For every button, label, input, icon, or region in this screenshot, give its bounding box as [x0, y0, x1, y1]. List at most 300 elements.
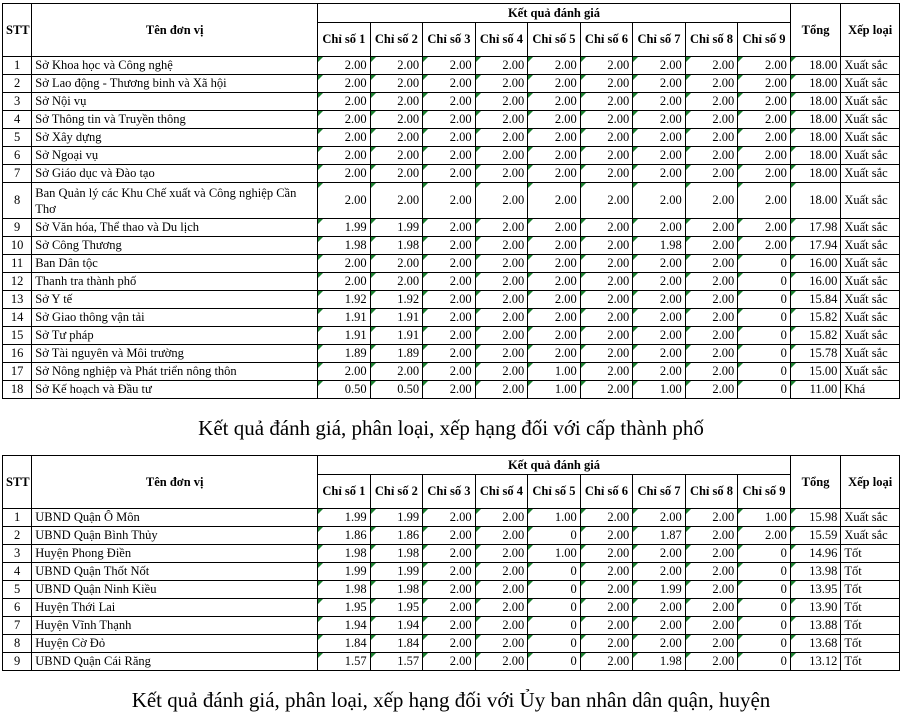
cell-index-3: 2.00 — [423, 57, 476, 75]
cell-index-4: 2.00 — [475, 563, 528, 581]
cell-index-1: 1.98 — [318, 237, 371, 255]
cell-rank: Xuất sắc — [841, 147, 900, 165]
cell-name: Sở Nông nghiệp và Phát triển nông thôn — [32, 363, 318, 381]
header-rank: Xếp loại — [841, 4, 900, 57]
cell-index-9: 0 — [738, 653, 791, 671]
cell-stt: 7 — [3, 617, 32, 635]
cell-index-7: 2.00 — [633, 147, 686, 165]
cell-name: Ban Dân tộc — [32, 255, 318, 273]
cell-name: Sở Tài nguyên và Môi trường — [32, 345, 318, 363]
header-index-9: Chỉ số 9 — [738, 475, 791, 509]
cell-index-7: 1.99 — [633, 581, 686, 599]
table-district — [2, 455, 900, 671]
cell-index-7: 2.00 — [633, 219, 686, 237]
table-row — [3, 309, 900, 327]
cell-total: 13.90 — [790, 599, 841, 617]
cell-index-6: 2.00 — [580, 563, 633, 581]
table-row — [3, 129, 900, 147]
cell-index-1: 1.98 — [318, 545, 371, 563]
cell-rank: Xuất sắc — [841, 527, 900, 545]
cell-index-5: 2.00 — [528, 291, 581, 309]
cell-index-1: 2.00 — [318, 165, 371, 183]
cell-index-5: 2.00 — [528, 147, 581, 165]
cell-index-1: 1.89 — [318, 345, 371, 363]
cell-index-4: 2.00 — [475, 545, 528, 563]
cell-index-9: 0 — [738, 345, 791, 363]
cell-rank: Xuất sắc — [841, 183, 900, 219]
cell-index-6: 2.00 — [580, 509, 633, 527]
cell-rank: Xuất sắc — [841, 93, 900, 111]
table-row — [3, 165, 900, 183]
cell-name: Sở Giao thông vận tải — [32, 309, 318, 327]
cell-index-8: 2.00 — [685, 183, 738, 219]
cell-index-9: 2.00 — [738, 111, 791, 129]
cell-index-1: 2.00 — [318, 183, 371, 219]
header-index-3: Chỉ số 3 — [423, 23, 476, 57]
cell-index-2: 1.98 — [370, 545, 423, 563]
cell-index-9: 0 — [738, 545, 791, 563]
cell-total: 15.82 — [790, 327, 841, 345]
header-index-7: Chỉ số 7 — [633, 475, 686, 509]
cell-index-2: 1.89 — [370, 345, 423, 363]
table-row — [3, 345, 900, 363]
cell-index-8: 2.00 — [685, 545, 738, 563]
cell-stt: 15 — [3, 327, 32, 345]
cell-index-3: 2.00 — [423, 363, 476, 381]
cell-index-6: 2.00 — [580, 237, 633, 255]
cell-index-8: 2.00 — [685, 165, 738, 183]
cell-index-9: 0 — [738, 599, 791, 617]
cell-stt: 17 — [3, 363, 32, 381]
cell-stt: 9 — [3, 653, 32, 671]
cell-index-5: 2.00 — [528, 309, 581, 327]
table-row — [3, 563, 900, 581]
cell-index-3: 2.00 — [423, 599, 476, 617]
cell-index-7: 2.00 — [633, 635, 686, 653]
header-index-2: Chỉ số 2 — [370, 475, 423, 509]
cell-stt: 5 — [3, 129, 32, 147]
cell-index-9: 0 — [738, 563, 791, 581]
cell-index-5: 1.00 — [528, 381, 581, 399]
header-index-5: Chỉ số 5 — [528, 475, 581, 509]
cell-index-2: 2.00 — [370, 183, 423, 219]
cell-index-7: 2.00 — [633, 165, 686, 183]
cell-stt: 6 — [3, 599, 32, 617]
cell-name: Sở Công Thương — [32, 237, 318, 255]
table-row — [3, 381, 900, 399]
cell-index-3: 2.00 — [423, 237, 476, 255]
cell-name: UBND Quận Ninh Kiều — [32, 581, 318, 599]
cell-name: Sở Nội vụ — [32, 93, 318, 111]
cell-name: Huyện Phong Điền — [32, 545, 318, 563]
cell-index-1: 0.50 — [318, 381, 371, 399]
cell-index-7: 2.00 — [633, 309, 686, 327]
cell-index-6: 2.00 — [580, 291, 633, 309]
cell-index-6: 2.00 — [580, 527, 633, 545]
cell-index-7: 2.00 — [633, 563, 686, 581]
cell-name: Sở Ngoại vụ — [32, 147, 318, 165]
cell-index-1: 1.95 — [318, 599, 371, 617]
cell-index-9: 0 — [738, 581, 791, 599]
cell-name: Ban Quản lý các Khu Chế xuất và Công nghiệp Cần Thơ — [32, 183, 318, 219]
cell-index-4: 2.00 — [475, 255, 528, 273]
cell-total: 15.98 — [790, 509, 841, 527]
cell-index-5: 2.00 — [528, 57, 581, 75]
cell-index-4: 2.00 — [475, 57, 528, 75]
cell-index-1: 2.00 — [318, 111, 371, 129]
header-group: Kết quả đánh giá — [318, 4, 791, 23]
header-stt: STT — [3, 456, 32, 509]
cell-index-2: 2.00 — [370, 93, 423, 111]
cell-rank: Tốt — [841, 599, 900, 617]
cell-total: 15.78 — [790, 345, 841, 363]
table-row — [3, 147, 900, 165]
cell-index-4: 2.00 — [475, 237, 528, 255]
cell-index-5: 2.00 — [528, 327, 581, 345]
cell-index-9: 0 — [738, 255, 791, 273]
cell-index-7: 2.00 — [633, 93, 686, 111]
cell-stt: 10 — [3, 237, 32, 255]
cell-index-5: 0 — [528, 635, 581, 653]
cell-rank: Xuất sắc — [841, 327, 900, 345]
cell-index-4: 2.00 — [475, 129, 528, 147]
cell-index-2: 2.00 — [370, 273, 423, 291]
cell-index-6: 2.00 — [580, 219, 633, 237]
cell-index-1: 2.00 — [318, 93, 371, 111]
cell-total: 18.00 — [790, 57, 841, 75]
cell-index-2: 2.00 — [370, 147, 423, 165]
cell-index-8: 2.00 — [685, 147, 738, 165]
cell-index-9: 2.00 — [738, 57, 791, 75]
cell-index-7: 2.00 — [633, 599, 686, 617]
cell-index-7: 2.00 — [633, 291, 686, 309]
cell-index-9: 0 — [738, 363, 791, 381]
cell-total: 15.00 — [790, 363, 841, 381]
cell-index-2: 2.00 — [370, 363, 423, 381]
table-row — [3, 327, 900, 345]
cell-rank: Xuất sắc — [841, 237, 900, 255]
cell-index-1: 1.91 — [318, 309, 371, 327]
cell-name: Sở Khoa học và Công nghệ — [32, 57, 318, 75]
cell-index-3: 2.00 — [423, 509, 476, 527]
cell-index-7: 2.00 — [633, 617, 686, 635]
cell-index-9: 0 — [738, 327, 791, 345]
header-index-4: Chỉ số 4 — [475, 23, 528, 57]
cell-stt: 2 — [3, 75, 32, 93]
cell-index-5: 2.00 — [528, 255, 581, 273]
cell-total: 11.00 — [790, 381, 841, 399]
cell-index-7: 1.00 — [633, 381, 686, 399]
cell-index-2: 2.00 — [370, 129, 423, 147]
cell-index-6: 2.00 — [580, 345, 633, 363]
cell-total: 14.96 — [790, 545, 841, 563]
header-index-3: Chỉ số 3 — [423, 475, 476, 509]
cell-index-1: 2.00 — [318, 75, 371, 93]
table-row — [3, 653, 900, 671]
cell-index-2: 1.98 — [370, 237, 423, 255]
cell-rank: Tốt — [841, 545, 900, 563]
cell-index-8: 2.00 — [685, 345, 738, 363]
cell-index-3: 2.00 — [423, 527, 476, 545]
cell-index-5: 2.00 — [528, 345, 581, 363]
cell-index-7: 1.98 — [633, 237, 686, 255]
table-row — [3, 599, 900, 617]
cell-index-1: 1.99 — [318, 219, 371, 237]
cell-total: 15.59 — [790, 527, 841, 545]
cell-rank: Tốt — [841, 635, 900, 653]
caption-district: Kết quả đánh giá, phân loại, xếp hạng đối với Ủy ban nhân dân quận, huyện — [131, 688, 771, 712]
cell-stt: 3 — [3, 545, 32, 563]
table-row — [3, 273, 900, 291]
cell-rank: Xuất sắc — [841, 165, 900, 183]
cell-index-6: 2.00 — [580, 93, 633, 111]
cell-index-9: 2.00 — [738, 129, 791, 147]
cell-index-2: 1.95 — [370, 599, 423, 617]
cell-index-5: 2.00 — [528, 75, 581, 93]
cell-index-8: 2.00 — [685, 237, 738, 255]
cell-stt: 12 — [3, 273, 32, 291]
cell-index-2: 1.94 — [370, 617, 423, 635]
cell-index-3: 2.00 — [423, 309, 476, 327]
caption-city: Kết quả đánh giá, phân loại, xếp hạng đối với cấp thành phố — [198, 416, 704, 440]
cell-name: Sở Giáo dục và Đào tạo — [32, 165, 318, 183]
cell-index-1: 1.86 — [318, 527, 371, 545]
cell-index-1: 2.00 — [318, 363, 371, 381]
header-index-1: Chỉ số 1 — [318, 475, 371, 509]
cell-index-5: 2.00 — [528, 93, 581, 111]
cell-index-2: 1.91 — [370, 327, 423, 345]
cell-index-2: 2.00 — [370, 57, 423, 75]
table-row — [3, 363, 900, 381]
cell-total: 17.98 — [790, 219, 841, 237]
table-city — [2, 3, 900, 399]
cell-index-9: 0 — [738, 381, 791, 399]
cell-index-4: 2.00 — [475, 111, 528, 129]
cell-index-4: 2.00 — [475, 599, 528, 617]
cell-index-7: 2.00 — [633, 363, 686, 381]
table-row — [3, 291, 900, 309]
cell-index-6: 2.00 — [580, 653, 633, 671]
cell-index-2: 2.00 — [370, 165, 423, 183]
cell-total: 16.00 — [790, 273, 841, 291]
cell-index-4: 2.00 — [475, 617, 528, 635]
header-rank: Xếp loại — [841, 456, 900, 509]
cell-index-3: 2.00 — [423, 273, 476, 291]
cell-total: 18.00 — [790, 183, 841, 219]
cell-index-6: 2.00 — [580, 111, 633, 129]
cell-index-6: 2.00 — [580, 165, 633, 183]
cell-index-7: 2.00 — [633, 75, 686, 93]
cell-index-9: 2.00 — [738, 237, 791, 255]
cell-index-9: 0 — [738, 291, 791, 309]
cell-index-3: 2.00 — [423, 345, 476, 363]
cell-index-4: 2.00 — [475, 165, 528, 183]
cell-index-3: 2.00 — [423, 111, 476, 129]
cell-index-1: 2.00 — [318, 147, 371, 165]
cell-rank: Xuất sắc — [841, 57, 900, 75]
cell-stt: 5 — [3, 581, 32, 599]
cell-stt: 16 — [3, 345, 32, 363]
cell-stt: 3 — [3, 93, 32, 111]
cell-rank: Khá — [841, 381, 900, 399]
cell-index-6: 2.00 — [580, 309, 633, 327]
cell-index-8: 2.00 — [685, 617, 738, 635]
cell-index-9: 1.00 — [738, 509, 791, 527]
cell-index-3: 2.00 — [423, 653, 476, 671]
cell-rank: Xuất sắc — [841, 345, 900, 363]
cell-stt: 4 — [3, 111, 32, 129]
cell-name: Huyện Cờ Đỏ — [32, 635, 318, 653]
cell-index-8: 2.00 — [685, 599, 738, 617]
cell-rank: Xuất sắc — [841, 219, 900, 237]
cell-index-1: 2.00 — [318, 129, 371, 147]
cell-index-4: 2.00 — [475, 75, 528, 93]
cell-name: UBND Quận Thốt Nốt — [32, 563, 318, 581]
cell-index-8: 2.00 — [685, 653, 738, 671]
cell-total: 18.00 — [790, 111, 841, 129]
cell-index-7: 2.00 — [633, 345, 686, 363]
cell-index-2: 1.98 — [370, 581, 423, 599]
cell-index-9: 0 — [738, 617, 791, 635]
cell-index-4: 2.00 — [475, 93, 528, 111]
cell-stt: 18 — [3, 381, 32, 399]
cell-index-5: 1.00 — [528, 509, 581, 527]
cell-index-3: 2.00 — [423, 635, 476, 653]
cell-index-5: 2.00 — [528, 183, 581, 219]
cell-index-4: 2.00 — [475, 509, 528, 527]
cell-index-4: 2.00 — [475, 653, 528, 671]
table-row — [3, 527, 900, 545]
cell-rank: Tốt — [841, 617, 900, 635]
cell-index-8: 2.00 — [685, 327, 738, 345]
cell-index-9: 2.00 — [738, 75, 791, 93]
cell-index-4: 2.00 — [475, 635, 528, 653]
cell-index-6: 2.00 — [580, 635, 633, 653]
cell-index-3: 2.00 — [423, 617, 476, 635]
cell-index-5: 1.00 — [528, 363, 581, 381]
cell-index-6: 2.00 — [580, 599, 633, 617]
cell-stt: 7 — [3, 165, 32, 183]
cell-index-7: 2.00 — [633, 183, 686, 219]
cell-index-8: 2.00 — [685, 581, 738, 599]
cell-index-5: 0 — [528, 617, 581, 635]
cell-index-7: 2.00 — [633, 111, 686, 129]
header-index-7: Chỉ số 7 — [633, 23, 686, 57]
cell-index-1: 1.92 — [318, 291, 371, 309]
table-row — [3, 617, 900, 635]
cell-stt: 13 — [3, 291, 32, 309]
cell-index-6: 2.00 — [580, 327, 633, 345]
cell-name: Sở Thông tin và Truyền thông — [32, 111, 318, 129]
cell-index-9: 0 — [738, 273, 791, 291]
cell-name: Huyện Vĩnh Thạnh — [32, 617, 318, 635]
cell-index-3: 2.00 — [423, 581, 476, 599]
table-row — [3, 237, 900, 255]
cell-total: 16.00 — [790, 255, 841, 273]
cell-stt: 2 — [3, 527, 32, 545]
cell-index-6: 2.00 — [580, 381, 633, 399]
cell-index-9: 2.00 — [738, 183, 791, 219]
table-row — [3, 255, 900, 273]
cell-index-5: 2.00 — [528, 237, 581, 255]
cell-name: Thanh tra thành phố — [32, 273, 318, 291]
cell-index-6: 2.00 — [580, 75, 633, 93]
cell-total: 18.00 — [790, 147, 841, 165]
cell-index-8: 2.00 — [685, 309, 738, 327]
cell-index-8: 2.00 — [685, 93, 738, 111]
cell-index-4: 2.00 — [475, 273, 528, 291]
cell-total: 18.00 — [790, 93, 841, 111]
cell-rank: Xuất sắc — [841, 363, 900, 381]
cell-index-6: 2.00 — [580, 617, 633, 635]
header-row — [3, 456, 900, 475]
cell-index-6: 2.00 — [580, 183, 633, 219]
cell-index-6: 2.00 — [580, 545, 633, 563]
cell-stt: 8 — [3, 635, 32, 653]
cell-index-8: 2.00 — [685, 563, 738, 581]
cell-index-7: 1.98 — [633, 653, 686, 671]
cell-index-2: 0.50 — [370, 381, 423, 399]
cell-index-2: 1.92 — [370, 291, 423, 309]
cell-total: 13.12 — [790, 653, 841, 671]
cell-index-3: 2.00 — [423, 327, 476, 345]
cell-index-3: 2.00 — [423, 165, 476, 183]
cell-total: 13.98 — [790, 563, 841, 581]
cell-index-9: 2.00 — [738, 93, 791, 111]
cell-name: Sở Văn hóa, Thể thao và Du lịch — [32, 219, 318, 237]
header-total: Tổng — [790, 4, 841, 57]
cell-index-1: 1.98 — [318, 581, 371, 599]
cell-stt: 4 — [3, 563, 32, 581]
cell-index-4: 2.00 — [475, 381, 528, 399]
cell-index-6: 2.00 — [580, 255, 633, 273]
cell-index-9: 0 — [738, 635, 791, 653]
table-row — [3, 545, 900, 563]
cell-index-2: 1.91 — [370, 309, 423, 327]
table-row — [3, 635, 900, 653]
cell-index-5: 0 — [528, 599, 581, 617]
cell-index-4: 2.00 — [475, 291, 528, 309]
cell-index-6: 2.00 — [580, 273, 633, 291]
cell-name: Sở Kế hoạch và Đầu tư — [32, 381, 318, 399]
cell-index-3: 2.00 — [423, 183, 476, 219]
cell-index-4: 2.00 — [475, 219, 528, 237]
cell-stt: 11 — [3, 255, 32, 273]
cell-index-8: 2.00 — [685, 635, 738, 653]
cell-index-8: 2.00 — [685, 255, 738, 273]
table-row — [3, 57, 900, 75]
cell-index-1: 2.00 — [318, 255, 371, 273]
cell-index-3: 2.00 — [423, 255, 476, 273]
table-row — [3, 111, 900, 129]
cell-index-1: 1.94 — [318, 617, 371, 635]
cell-index-3: 2.00 — [423, 93, 476, 111]
cell-name: Sở Lao động - Thương binh và Xã hội — [32, 75, 318, 93]
cell-index-7: 2.00 — [633, 273, 686, 291]
cell-name: Huyện Thới Lai — [32, 599, 318, 617]
cell-index-5: 0 — [528, 581, 581, 599]
cell-total: 13.68 — [790, 635, 841, 653]
cell-index-5: 0 — [528, 527, 581, 545]
cell-total: 15.84 — [790, 291, 841, 309]
cell-index-6: 2.00 — [580, 57, 633, 75]
header-index-6: Chỉ số 6 — [580, 23, 633, 57]
cell-index-7: 2.00 — [633, 545, 686, 563]
cell-name: Sở Y tế — [32, 291, 318, 309]
cell-index-8: 2.00 — [685, 363, 738, 381]
cell-total: 18.00 — [790, 165, 841, 183]
cell-index-1: 1.99 — [318, 563, 371, 581]
